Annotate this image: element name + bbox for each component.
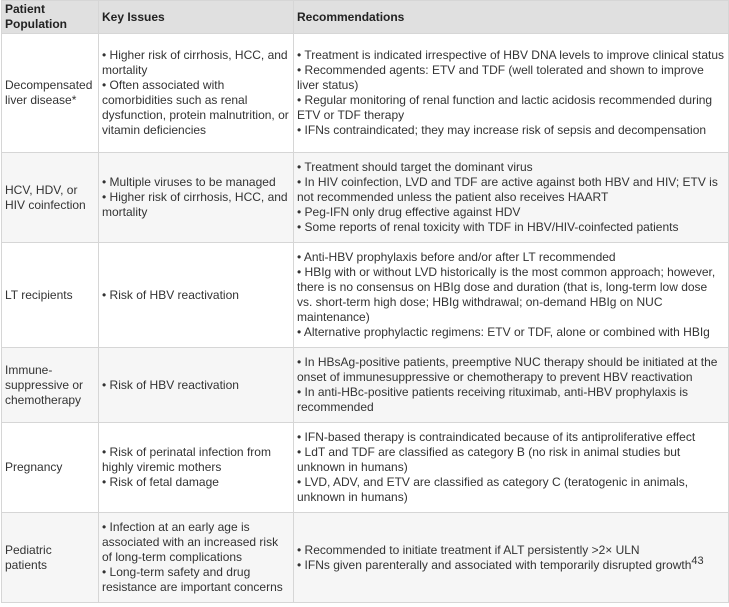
issue-item: • Higher risk of cirrhosis, HCC, and mortality — [102, 48, 288, 77]
recommendation-item: • Recommended agents: ETV and TDF (well tolerated and shown to improve liver status) — [297, 63, 704, 92]
recommendation-item: • Recommended to initiate treatment if ALT persistently >2× ULN — [297, 542, 640, 557]
header-row — [2, 1, 729, 34]
population-cell: HCV, HDV, or HIV coinfection — [2, 153, 99, 243]
issue-item: • Risk of HBV reactivation — [102, 377, 239, 392]
issue-item: • Risk of fetal damage — [102, 475, 219, 489]
issue-item: • Risk of perinatal infection from highly viremic mothers — [102, 445, 271, 474]
recommendation-text: • IFNs given parenterally and associated with temporarily disrupted growth — [297, 557, 692, 572]
population-cell: Pregnancy — [2, 423, 99, 513]
issue-item: • Infection at an early age is associated with an increased risk of long-term complications — [102, 520, 279, 564]
recommendation-item: • Treatment should target the dominant virus — [297, 160, 533, 174]
population-cell: Decompensated liver disease* — [2, 34, 99, 153]
table-row-decompensated — [2, 34, 729, 153]
recommendation-item: • IFN-based therapy is contraindicated because of its antiproliferative effect — [297, 430, 696, 444]
recommendation-item: • HBIg with or without LVD historically is the most common approach; however, there is no consensus on HBIg dose and duration (that is, long-term low dose vs. short-term high dose; HBIg withdrawal; on-demand HBIg on NUC maintenance) — [297, 265, 716, 324]
header-recommendations: Recommendations — [294, 1, 729, 34]
issues-cell — [99, 423, 294, 513]
recommendation-item: • Regular monitoring of renal function and lactic acidosis recommended during ETV or TDF therapy — [297, 93, 713, 122]
footnote-ref: 43 — [691, 554, 704, 567]
recommendation-item: • In anti-HBc-positive patients receiving rituximab, anti-HBV prophylaxis is recommended — [297, 385, 689, 414]
table-row-lt-recipients — [2, 243, 729, 348]
issue-item: • Often associated with comorbidities such as renal dysfunction, protein malnutrition, or vitamin deficiencies — [102, 78, 289, 137]
recommendations-table — [1, 0, 729, 603]
issue-item: • Higher risk of cirrhosis, HCC, and mortality — [102, 190, 288, 219]
population-cell: LT recipients — [2, 243, 99, 348]
issues-cell — [99, 243, 294, 348]
population-cell: Immune-suppressive or chemotherapy — [2, 348, 99, 423]
issue-item: • Risk of HBV reactivation — [102, 287, 239, 302]
recommendations-cell — [294, 243, 729, 348]
recommendation-item: • Alternative prophylactic regimens: ETV or TDF, alone or combined with HBIg — [297, 325, 710, 339]
recommendations-cell — [294, 34, 729, 153]
recommendations-cell — [294, 153, 729, 243]
recommendation-item: • In HIV coinfection, LVD and TDF are active against both HBV and HIV; ETV is not recommended unless the patient also receives HAART — [297, 175, 718, 204]
recommendations-cell — [294, 423, 729, 513]
issue-item: • Long-term safety and drug resistance are important concerns — [102, 565, 283, 594]
header-key-issues: Key Issues — [99, 1, 294, 34]
recommendation-item: • In HBsAg-positive patients, preemptive NUC therapy should be initiated at the onset of immunesuppressive or chemotherapy to prevent HBV reactivation — [297, 355, 718, 384]
recommendation-item: • Some reports of renal toxicity with TDF in HBV/HIV-coinfected patients — [297, 220, 679, 234]
recommendations-cell — [294, 513, 729, 603]
issues-cell — [99, 348, 294, 423]
recommendation-item: • Treatment is indicated irrespective of HBV DNA levels to improve clinical status — [297, 48, 725, 62]
table-row-pregnancy — [2, 423, 729, 513]
recommendation-item: • Anti-HBV prophylaxis before and/or after LT recommended — [297, 250, 616, 264]
table-row-immunosuppressive — [2, 348, 729, 423]
table-row-coinfection — [2, 153, 729, 243]
issues-cell — [99, 153, 294, 243]
header-patient-population: Patient Population — [2, 1, 99, 34]
recommendation-item: • LVD, ADV, and ETV are classified as category C (teratogenic in animals, unknown in humans) — [297, 475, 689, 504]
recommendation-item: • IFNs contraindicated; they may increase risk of sepsis and decompensation — [297, 123, 707, 137]
table-row-pediatric — [2, 513, 729, 603]
recommendation-item: • LdT and TDF are classified as category B (no risk in animal studies but unknown in humans) — [297, 445, 681, 474]
recommendations-cell — [294, 348, 729, 423]
recommendation-item: • Peg-IFN only drug effective against HDV — [297, 205, 521, 219]
recommendation-item — [297, 554, 725, 573]
issues-cell — [99, 513, 294, 603]
issues-cell — [99, 34, 294, 153]
population-cell: Pediatric patients — [2, 513, 99, 603]
issue-item: • Multiple viruses to be managed — [102, 175, 276, 189]
